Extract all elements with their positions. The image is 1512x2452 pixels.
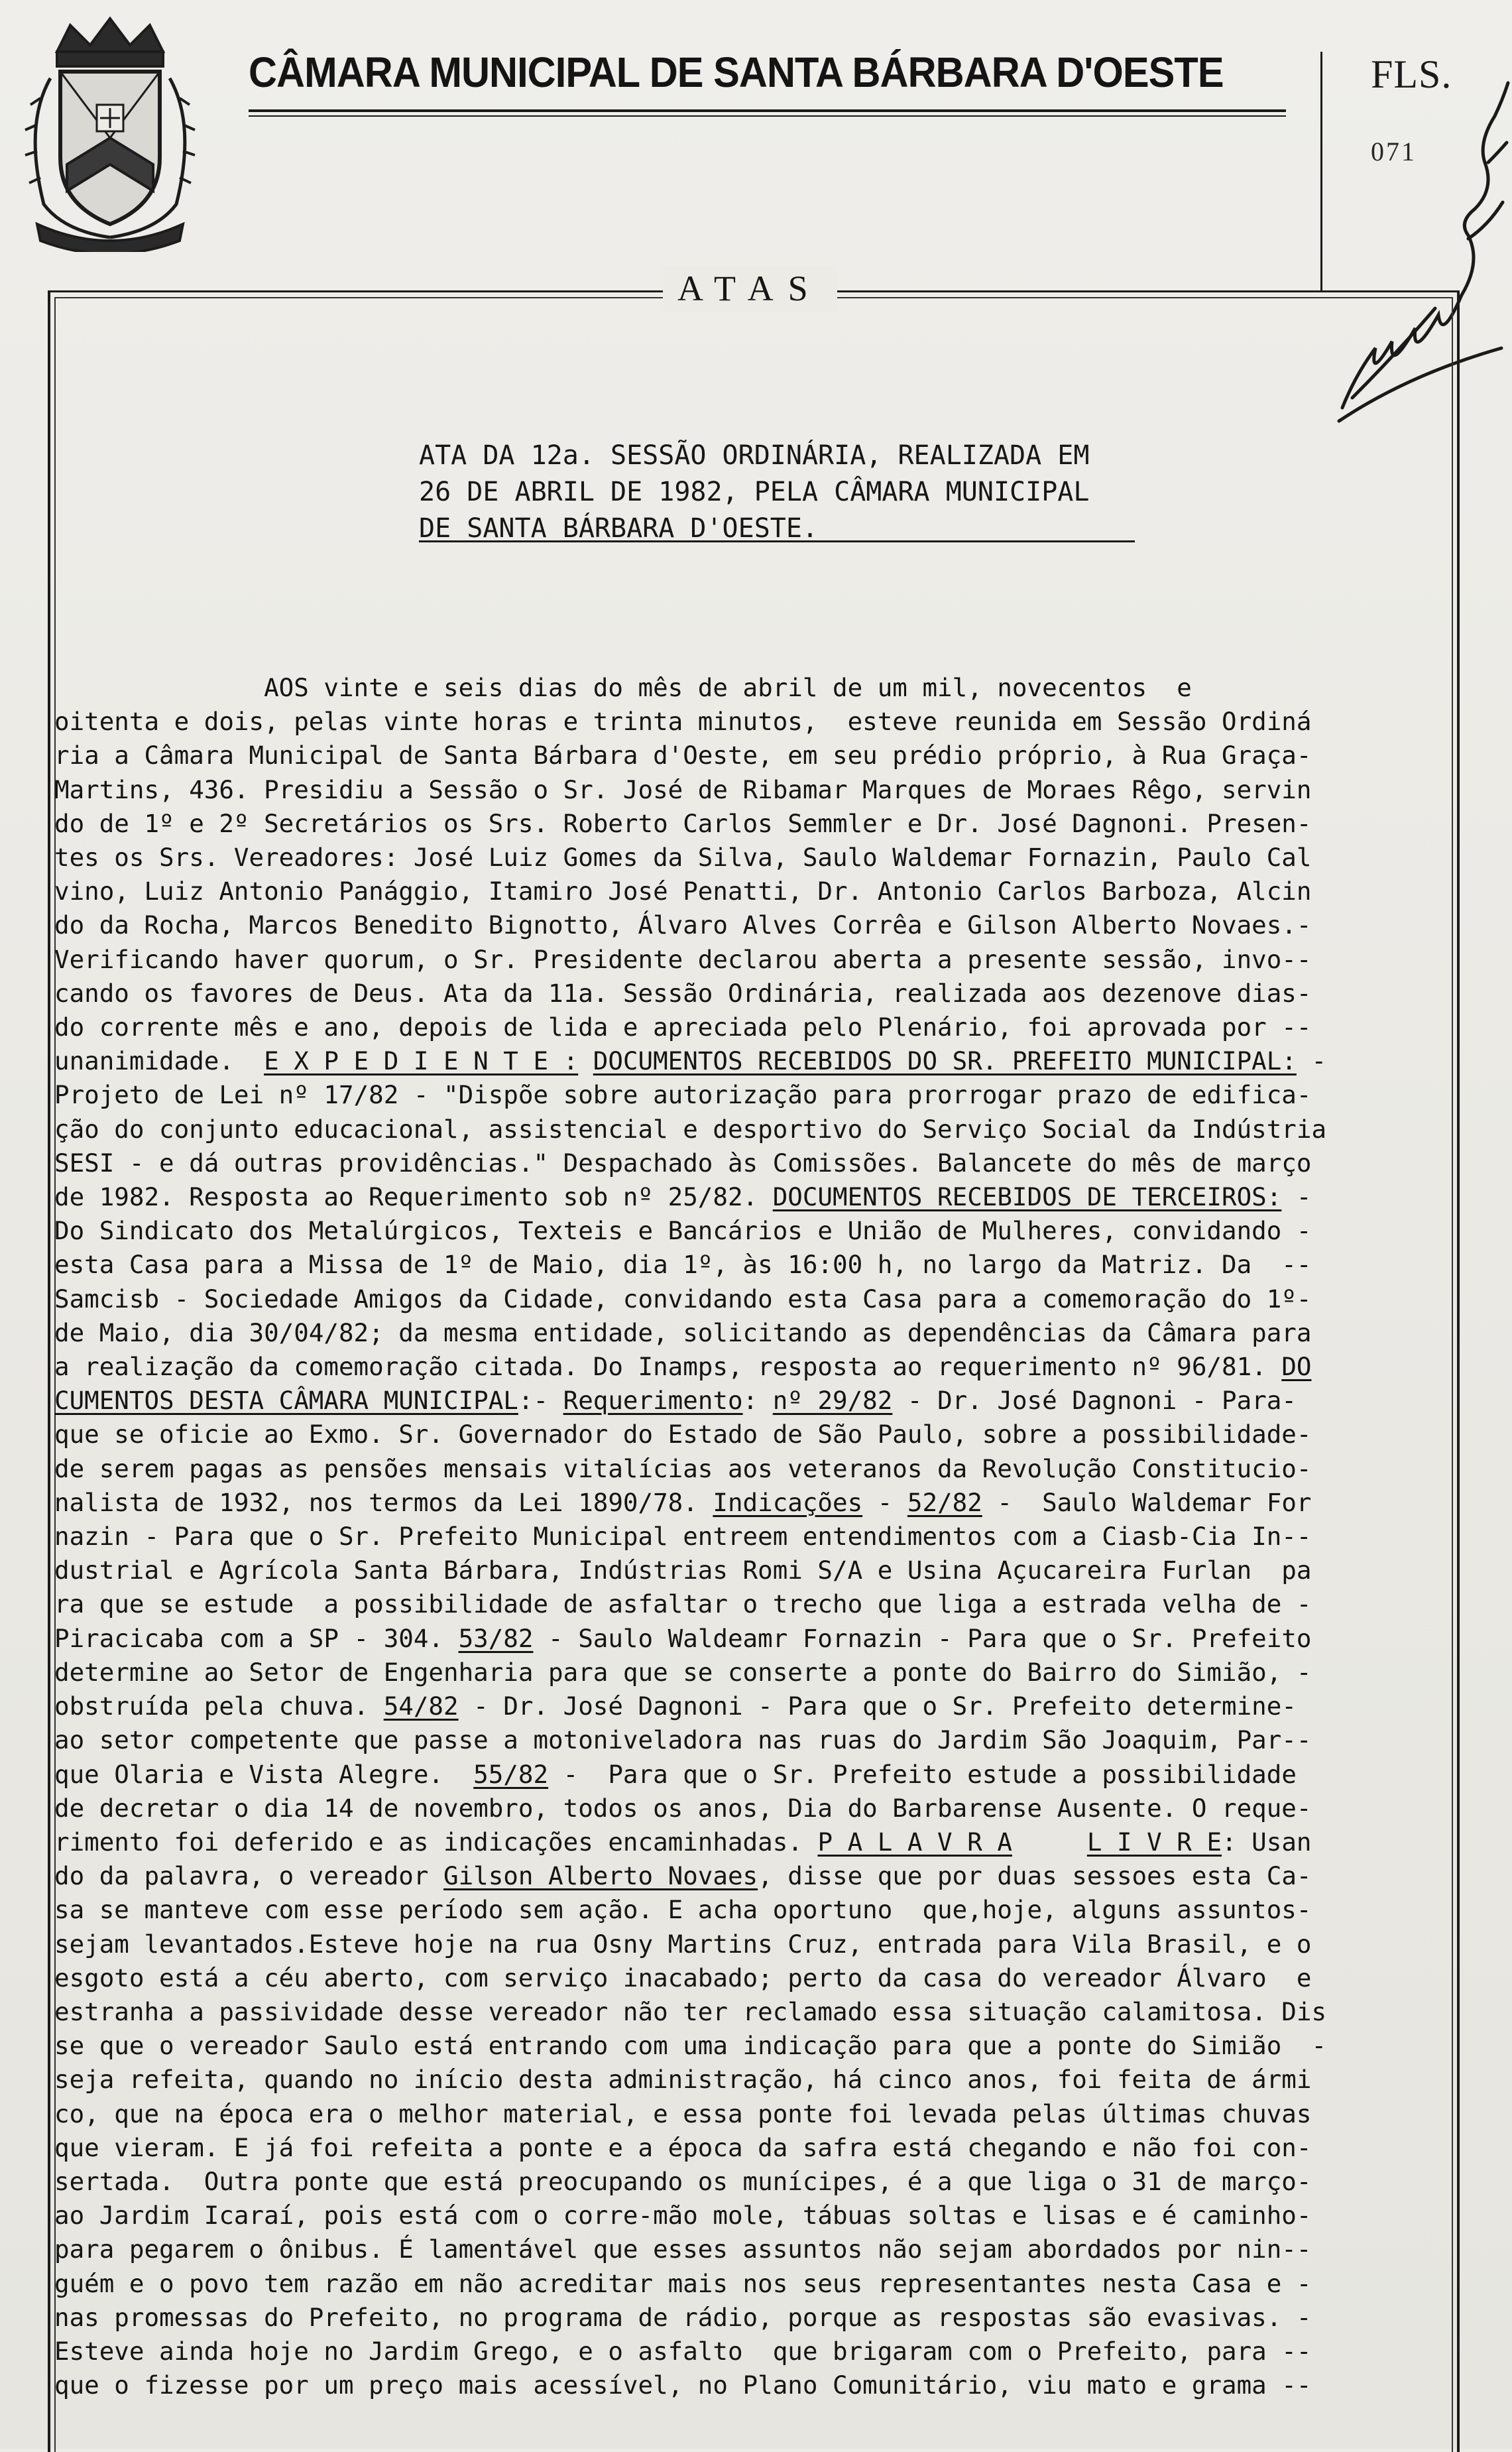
body-line xyxy=(54,2233,1466,2266)
underlined-text: P A L A V R A xyxy=(817,1827,1012,1857)
body-text-segment: dustrial e Agrícola Santa Bárbara, Indústrias Romi S/A e Usina Açucareira Furlan pa xyxy=(54,1556,1312,1585)
underlined-text: DOCUMENTOS RECEBIDOS DO SR. PREFEITO MUNICIPAL: xyxy=(593,1046,1297,1076)
body-text-segment: sejam levantados.Esteve hoje na rua Osny Martins Cruz, entrada para Vila Brasil, e o xyxy=(54,1929,1312,1959)
body-line xyxy=(54,1554,1466,1587)
body-line xyxy=(54,2029,1466,2063)
body-text-segment: seja refeita, quando no início desta administração, há cinco anos, foi feita de ármi xyxy=(54,2065,1312,2095)
body-line xyxy=(54,1723,1466,1757)
body-line xyxy=(54,2301,1466,2335)
body-text-segment: a realização da comemoração citada. Do Inamps, resposta ao requerimento nº 96/81. xyxy=(54,1352,1282,1382)
body-text-segment: ção do conjunto educacional, assistencial e desportivo do Serviço Social da Indústria xyxy=(54,1114,1327,1144)
body-text-segment: sa se manteve com esse período sem ação. E acha oportuno que,hoje, alguns assuntos- xyxy=(54,1895,1312,1925)
body-line xyxy=(54,2267,1466,2301)
body-line xyxy=(54,739,1466,772)
minutes-body xyxy=(54,671,1466,2402)
body-text-segment: que o fizesse por um preço mais acessível, no Plano Comunitário, viu mato e grama -- xyxy=(54,2370,1312,2400)
underlined-text: 52/82 xyxy=(907,1487,982,1517)
body-line xyxy=(54,1961,1466,1995)
body-text-segment: nalista de 1932, nos termos da Lei 1890/78. xyxy=(54,1487,713,1517)
body-line xyxy=(54,1418,1466,1451)
body-text-segment: - xyxy=(1296,1046,1327,1076)
body-line xyxy=(54,875,1466,908)
body-text-segment: - Dr. José Dagnoni - Para- xyxy=(892,1386,1297,1416)
body-line xyxy=(54,1248,1466,1282)
body-text-segment: : Usan xyxy=(1222,1827,1312,1857)
body-line xyxy=(54,807,1466,841)
body-line xyxy=(54,1146,1466,1180)
header-title: CÂMARA MUNICIPAL DE SANTA BÁRBARA D'OESTE xyxy=(249,48,1224,96)
body-text-segment: : xyxy=(742,1386,773,1416)
body-line xyxy=(54,1859,1466,1893)
underlined-text: Requerimento xyxy=(563,1386,743,1416)
body-text-segment: esgoto está a céu aberto, com serviço inacabado; perto da casa do vereador Álvaro e xyxy=(54,1963,1312,1992)
body-text-segment: co, que na época era o melhor material, e essa ponte foi levada pelas últimas chuvas xyxy=(54,2099,1312,2128)
body-text-segment: que Olaria e Vista Alegre. xyxy=(54,1759,474,1789)
folio-label: FLS. xyxy=(1371,52,1452,96)
body-text-segment: obstruída pela chuva. xyxy=(54,1691,384,1721)
body-line xyxy=(54,1689,1466,1723)
body-line xyxy=(54,1486,1466,1520)
session-heading-rule xyxy=(419,540,1135,542)
section-label: ATAS xyxy=(663,265,837,312)
session-heading-line: DE SANTA BÁRBARA D'OESTE. xyxy=(419,513,819,544)
body-text-segment: Verificando haver quorum, o Sr. Presidente declarou aberta a presente sessão, invo-- xyxy=(54,944,1312,974)
body-text-segment: - xyxy=(862,1487,907,1517)
body-line xyxy=(54,2165,1466,2199)
body-line xyxy=(54,1316,1466,1350)
underlined-text: Indicações xyxy=(713,1487,863,1517)
body-text-segment: SESI - e dá outras providências." Despachado às Comissões. Balancete do mês de março xyxy=(54,1148,1312,1178)
folio-number: 071 xyxy=(1371,137,1417,166)
body-text-segment: Do Sindicato dos Metalúrgicos, Texteis e Bancários e União de Mulheres, convidando - xyxy=(54,1216,1312,1246)
body-text-segment: Samcisb - Sociedade Amigos da Cidade, convidando esta Casa para a comemoração do 1º- xyxy=(54,1284,1312,1314)
body-text-segment: Projeto de Lei nº 17/82 - "Dispõe sobre autorização para prorrogar prazo de edifica- xyxy=(54,1080,1312,1110)
session-heading xyxy=(419,438,1155,547)
body-text-segment: oitenta e dois, pelas vinte horas e trinta minutos, esteve reunida em Sessão Ordiná xyxy=(54,707,1312,737)
underlined-text: DO xyxy=(1281,1352,1312,1382)
body-text-segment: Martins, 436. Presidiu a Sessão o Sr. José de Ribamar Marques de Moraes Rêgo, servin xyxy=(54,774,1312,804)
body-text-segment: unanimidade. xyxy=(54,1046,264,1076)
body-text-segment: se que o vereador Saulo está entrando com uma indicação para que a ponte do Simião - xyxy=(54,2031,1327,2061)
body-line xyxy=(54,1928,1466,1961)
body-text-segment: - xyxy=(1281,1182,1312,1212)
body-text-segment: do da Rocha, Marcos Benedito Bignotto, Álvaro Alves Corrêa e Gilson Alberto Novaes.- xyxy=(54,910,1312,940)
underlined-text: L I V R E xyxy=(1086,1827,1222,1857)
body-text-segment: do da palavra, o vereador xyxy=(54,1861,443,1891)
body-line xyxy=(54,1622,1466,1656)
body-text-segment: sertada. Outra ponte que está preocupando os munícipes, é a que liga o 31 de março- xyxy=(54,2166,1312,2196)
body-line xyxy=(54,2097,1466,2131)
body-line xyxy=(54,773,1466,807)
body-line xyxy=(54,1350,1466,1384)
folio-divider xyxy=(1320,52,1322,290)
body-text-segment: nas promessas do Prefeito, no programa de rádio, porque as respostas são evasivas. - xyxy=(54,2302,1312,2332)
body-text-segment: - Dr. José Dagnoni - Para que o Sr. Prefeito determine- xyxy=(458,1691,1297,1721)
body-text-segment: Piracicaba com a SP - 304. xyxy=(54,1623,459,1653)
underlined-text: 54/82 xyxy=(383,1691,459,1721)
body-text-segment: rimento foi deferido e as indicações encaminhadas. xyxy=(54,1827,818,1857)
body-line xyxy=(54,1893,1466,1927)
body-text-segment: tes os Srs. Vereadores: José Luiz Gomes da Silva, Saulo Waldemar Fornazin, Paulo Cal xyxy=(54,843,1312,873)
body-line xyxy=(54,671,1466,705)
underlined-text: nº 29/82 xyxy=(772,1386,893,1416)
body-line xyxy=(54,1011,1466,1044)
body-text-segment: nazin - Para que o Sr. Prefeito Municipal entreem entendimentos com a Ciasb-Cia In-- xyxy=(54,1522,1312,1552)
body-text-segment: para pegarem o ônibus. É lamentável que esses assuntos não sejam abordados por nin-- xyxy=(54,2235,1312,2264)
body-text-segment: de serem pagas as pensões mensais vitalícias aos veteranos da Revolução Constitucio- xyxy=(54,1453,1312,1483)
body-text-segment: do corrente mês e ano, depois de lida e apreciada pelo Plenário, foi aprovada por -- xyxy=(54,1012,1312,1042)
body-line xyxy=(54,1995,1466,2029)
session-heading-line: 26 DE ABRIL DE 1982, PELA CÂMARA MUNICIPAL xyxy=(419,477,1090,507)
body-text-segment: vino, Luiz Antonio Panággio, Itamiro José Penatti, Dr. Antonio Carlos Barboza, Alcin xyxy=(54,877,1312,906)
body-text-segment: ao setor competente que passe a motoniveladora nas ruas do Jardim São Joaquim, Par-- xyxy=(54,1725,1312,1755)
underlined-text: 55/82 xyxy=(473,1759,549,1789)
body-text-segment: AOS vinte e seis dias do mês de abril de um mil, novecentos e xyxy=(54,673,1192,702)
body-line xyxy=(54,2131,1466,2165)
body-line xyxy=(54,2199,1466,2233)
body-text-segment: do de 1º e 2º Secretários os Srs. Roberto Carlos Semmler e Dr. José Dagnoni. Presen- xyxy=(54,808,1312,838)
header-rule xyxy=(249,109,1286,112)
body-line xyxy=(54,1180,1466,1214)
body-text-segment: ria a Câmara Municipal de Santa Bárbara d'Oeste, em seu prédio próprio, à Rua Graça- xyxy=(54,741,1312,770)
body-text-segment: - Saulo Waldeamr Fornazin - Para que o Sr. Prefeito xyxy=(533,1623,1312,1653)
body-text-segment: :- xyxy=(518,1386,563,1416)
body-text-segment: guém e o povo tem razão em não acreditar mais nos seus representantes nesta Casa e - xyxy=(54,2268,1312,2298)
underlined-text: 53/82 xyxy=(458,1623,534,1653)
body-line xyxy=(54,705,1466,739)
body-text-segment: - Para que o Sr. Prefeito estude a possibilidade xyxy=(548,1759,1297,1789)
body-line xyxy=(54,1520,1466,1554)
body-line xyxy=(54,1078,1466,1112)
body-text-segment: estranha a passividade desse vereador não ter reclamado essa situação calamitosa. Dis xyxy=(54,1996,1327,2026)
body-text-segment: esta Casa para a Missa de 1º de Maio, dia 1º, às 16:00 h, no largo da Matriz. Da -- xyxy=(54,1250,1312,1280)
body-text-segment: de 1982. Resposta ao Requerimento sob nº 25/82. xyxy=(54,1182,773,1212)
body-line xyxy=(54,1452,1466,1486)
body-line xyxy=(54,841,1466,875)
body-line xyxy=(54,943,1466,977)
body-text-segment: Esteve ainda hoje no Jardim Grego, e o asfalto que brigaram com o Prefeito, para -- xyxy=(54,2336,1312,2366)
underlined-text: Gilson Alberto Novaes xyxy=(443,1861,758,1891)
body-text-segment: ao Jardim Icaraí, pois está com o corre-mão mole, tábuas soltas e lisas e é caminho- xyxy=(54,2201,1312,2231)
underlined-text: DOCUMENTOS RECEBIDOS DE TERCEIROS: xyxy=(772,1182,1282,1212)
body-text-segment: ra que se estude a possibilidade de asfaltar o trecho que liga a estrada velha de - xyxy=(54,1589,1312,1619)
header-rule-thin xyxy=(249,115,1286,117)
body-text-segment: de Maio, dia 30/04/82; da mesma entidade, solicitando as dependências da Câmara para xyxy=(54,1318,1312,1347)
body-line xyxy=(54,1825,1466,1859)
body-text-segment: de decretar o dia 14 de novembro, todos os anos, Dia do Barbarense Ausente. O reque- xyxy=(54,1793,1312,1823)
body-text-segment: , disse que por duas sessoes esta Ca- xyxy=(758,1861,1312,1891)
body-line xyxy=(54,977,1466,1011)
body-line xyxy=(54,1656,1466,1689)
body-text-segment: que se oficie ao Exmo. Sr. Governador do Estado de São Paulo, sobre a possibilidade- xyxy=(54,1420,1312,1449)
body-text-segment xyxy=(1012,1827,1087,1857)
body-line xyxy=(54,1282,1466,1316)
body-line xyxy=(54,1792,1466,1825)
body-text-segment: que vieram. E já foi refeita a ponte e a época da safra está chegando e não foi con- xyxy=(54,2132,1312,2162)
body-line xyxy=(54,2368,1466,2402)
body-line xyxy=(54,1384,1466,1418)
coat-of-arms-icon xyxy=(11,5,209,252)
underlined-text: CUMENTOS DESTA CÂMARA MUNICIPAL xyxy=(54,1386,518,1416)
underlined-text: E X P E D I E N T E : xyxy=(264,1046,579,1076)
body-text-segment: cando os favores de Deus. Ata da 11a. Sessão Ordinária, realizada aos dezenove dias- xyxy=(54,978,1312,1008)
body-line xyxy=(54,1214,1466,1248)
body-line xyxy=(54,1113,1466,1146)
body-line xyxy=(54,2063,1466,2097)
body-line xyxy=(54,1044,1466,1078)
body-line xyxy=(54,1758,1466,1792)
body-text-segment: determine ao Setor de Engenharia para que se conserte a ponte do Bairro do Simião, - xyxy=(54,1657,1312,1687)
body-text-segment xyxy=(578,1046,593,1075)
body-line xyxy=(54,1587,1466,1621)
session-heading-line: ATA DA 12a. SESSÃO ORDINÁRIA, REALIZADA EM xyxy=(419,440,1090,471)
body-text-segment: - Saulo Waldemar For xyxy=(982,1487,1312,1517)
body-line xyxy=(54,2335,1466,2368)
body-line xyxy=(54,908,1466,942)
